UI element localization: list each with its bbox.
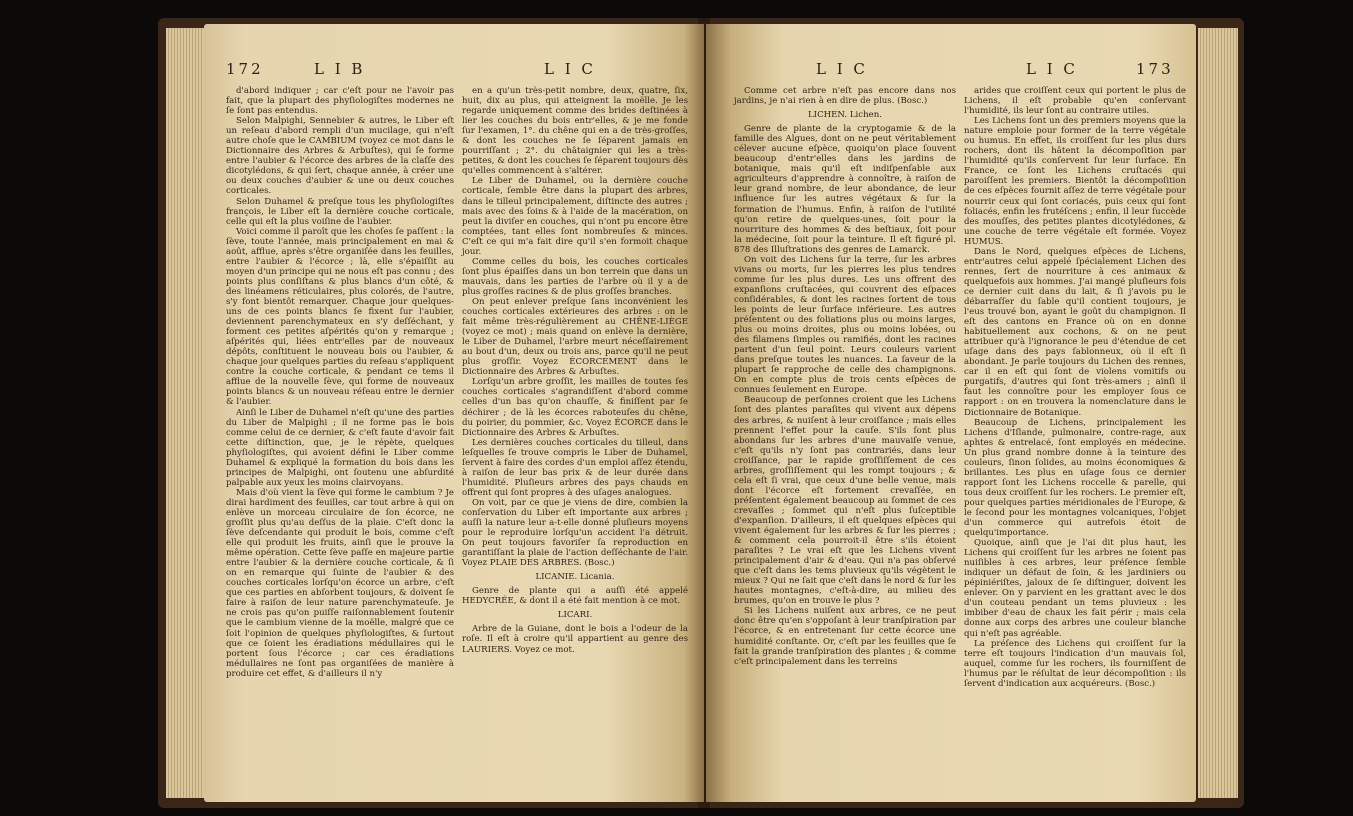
left-page-edges — [166, 28, 206, 798]
paragraph: On peut enlever preſque ſans inconvénient les couches corticales extérieures des arbres : on le fait même très-régulièrement au CHÊNE-LIÈGE (voyez ce mot) ; mais quand on enlève la dernière, le Liber de Duhamel, l'arbre meurt néceſſairement au bout d'un, deux ou trois ans, parce qu'il ne peut plus groſſir. Voyez ÉCORCEMENT dans le Dictionnaire des Arbres & Arbuſtes. — [462, 296, 688, 378]
paragraph: Quoique, ainſi que je l'ai dit plus haut, les Lichens qui croiſſent ſur les arbres ne ſoient pas nuiſibles à ces arbres, leur préſence ſemble indiquer un défaut de ſoin, & les jardiniers ou pépiniériſtes, jaloux de ſe diſtinguer, doivent les enlever. On y parvient en les grattant avec le dos d'un couteau pendant un tems pluvieux : les imbiber d'eau de chaux les fait périr ; mais cela donne aux corps des arbres une couleur blanche qui n'eſt pas agréable. — [964, 538, 1186, 639]
paragraph: Selon Malpighi, Sennebier & autres, le Liber eſt un reſeau d'abord rempli d'un mucilage, qui n'eſt autre choſe que le CAMBIUM (voyez ce mot dans le Dictionnaire des Arbres & Arbuſtes), qui ſe forme entre l'aubier & l'écorce des arbres de la claſſe des dicotylédons, & qui ſert, chaque année, à créer une ou deux couches d'aubier & une ou deux couches corticales. — [226, 116, 454, 197]
paragraph: d'abord indiquer ; car c'eſt pour ne l'avoir pas fait, que la plupart des phyſiologiſtes modernes ne ſe ſont pas entendus. — [226, 86, 454, 117]
paragraph: Beaucoup de Lichens, principalement les Lichens d'Iſlande, pulmonaire, contre-rage, aux aphtes & entrelacé, ſont employés en médecine. Un plus grand nombre donne à la teinture des couleurs, ſinon ſolides, au moins économiques & brillantes. Les plus en uſage ſous ce dernier rapport ſont les Lichens roccelle & parelle, qui tous deux croiſſent ſur les rochers. Le premier eſt, pour quelques parties méridionales de l'Europe, & le ſecond pour les montagnes volcaniques, l'objet d'un commerce qui autrefois étoit de quelqu'importance. — [964, 417, 1186, 539]
book-spread — [158, 18, 1244, 808]
paragraph: Selon Duhamel & preſque tous les phyſiologiſtes françois, le Liber eſt la dernière couche corticale, celle qui eſt la plus voiſine de l'aubier. — [226, 196, 454, 227]
page-number: 173 — [1136, 60, 1174, 78]
paragraph: Comme celles du bois, les couches corticales ſont plus épaiſſes dans un bon terrein que dans un mauvais, dans les parties de l'arbre où il y a de plus groſſes racines & de plus groſſes branches. — [462, 256, 688, 297]
right-column-2 — [964, 86, 1186, 689]
entry-title-licanie: LICANIE. Licania. — [535, 572, 615, 583]
paragraph: Arbre de la Guiane, dont le bois a l'odeur de la roſe. Il eſt à croire qu'il appartient au genre des LAURIERS. Voyez ce mot. — [462, 624, 688, 655]
left-column-1 — [226, 86, 454, 679]
left-column-2 — [462, 86, 688, 655]
paragraph: Ainſi le Liber de Duhamel n'eſt qu'une des parties du Liber de Malpighi ; il ne forme pas le bois comme celui de ce dernier, & c'eſt faute d'avoir fait cette diſtinction, que, je le répète, quelques phyſiologiſtes, qui avoient défini le Liber comme Duhamel & expliqué la formation du bois dans les principes de Malpighi, ont ſoutenu une abſurdité palpable aux yeux les moins clairvoyans. — [226, 407, 454, 488]
paragraph: On voit, par ce que je viens de dire, combien la conſervation du Liber eſt importante aux arbres ; auſſi la nature leur a-t-elle donné pluſieurs moyens pour le reproduire lorſqu'un accident l'a détruit. On peut toujours favoriſer ſa reproduction en garantiſſant la plaie de l'action deſſéchante de l'air. Voyez PLAIE DES ARBRES. (Bosc.) — [462, 497, 688, 569]
paragraph: Genre de plante de la cryptogamie & de la famille des Algues, dont on ne peut véritablement célever aucune eſpèce, quoiqu'on place ſouvent beaucoup d'entr'elles dans les jardins de botanique, mais qu'il eſt indiſpenſable aux agriculteurs d'apprendre à connoître, à raiſon de leur grand nombre, de leur abondance, de leur influence ſur les autres végétaux & ſur la formation de l'humus. Enfin, à raiſon de l'utilité qu'on retire de quelques-unes, ſoit pour la nourriture des hommes & des beſtiaux, ſoit pour la médecine, ſoit pour la teinture. Il eſt figuré pl. 878 des Illuſtrations des genres de Lamarck. — [734, 124, 956, 255]
paragraph: Beaucoup de perſonnes croient que les Lichens ſont des plantes paraſites qui vivent aux dépens des arbres, & nuiſent à leur croiſſance ; mais elles prennent l'effet pour la cauſe. S'ils ſont plus abondans ſur les arbres d'une mauvaiſe venue, c'eſt qu'ils n'y ſont pas contrariés, dans leur croiſſance, par le rapide groſſiſſement de ces arbres, groſſiſſement qui les rompt toujours ; & cela eſt ſi vrai, que ceux d'une belle venue, mais dont l'écorce eſt fortement crevaſſée, en préſentent également beaucoup au ſommet de ces crevaſſes ; ſommet qui n'eſt plus ſuſceptible d'expanſion. D'ailleurs, il eſt quelques eſpèces qui vivent également ſur les arbres & ſur les pierres ; & comment cela pourroit-il être s'ils étoient paraſites ? Le vrai eſt que les Lichens vivent principalement d'air & d'eau. Qui n'a pas obſervé que c'eſt dans les tems pluvieux qu'ils végètent le mieux ? Qui ne ſait que c'eſt dans le nord & ſur les hautes montagnes, c'eſt-à-dire, au milieu des brumes, qu'on en trouve le plus ? — [734, 395, 956, 607]
paragraph: Les Lichens ſont un des premiers moyens que la nature emploie pour former de la terre végétale ou humus. En effet, ils croiſſent ſur les plus durs rochers, dont ils hâtent la décompoſition par l'humidité qu'ils conſervent ſur leur ſurface. En France, ce ſont les Lichens cruſtacés qui paroiſſent les premiers. Bientôt la décompoſition de ces eſpèces fournit aſſez de terre végétale pour nourrir ceux qui ſont coriacés, puis ceux qui ſont foliacés, enfin les frutéſcens ; enfin, il leur ſuccède des mouſſes, des petites plantes dicotylédones, & une couche de terre végétale eſt formée. Voyez HUMUS. — [964, 116, 1186, 247]
right-column-1 — [734, 86, 956, 667]
paragraph: Voici comme il paroît que les choſes ſe paſſent : la ſève, toute l'année, mais principalement en mai & août, afflue, après s'être organiſée dans les feuilles, entre l'aubier & l'écorce ; là, elle s'épaiſſit au moyen d'un principe qui ne nous eſt pas connu ; des points plus conſiſtans & plus blancs d'un côté, & des linéamens réticulaires, plus colorés, de l'autre, s'y font bientôt remarquer. Chaque jour quelques-uns de ces points blancs ſe fixent ſur l'aubier, deviennent parenchymateux en s'y deſſéchant, y forment ces petites aſpérités qu'on y remarque ; aſpérités qui, liées entr'elles par de nouveaux dépôts, conſtituent le nouveau bois ou l'aubier, & chaque jour quelques parties du reſeau s'appliquent contre la couche corticale, & pendant ce tems il afflue de la nouvelle ſève, qui forme de nouveaux points blancs & un nouveau réſeau entre le dernier & l'aubier. — [226, 226, 454, 408]
paragraph: Comme cet arbre n'eſt pas encore dans nos jardins, je n'ai rien à en dire de plus. (Bosc.) — [734, 86, 956, 107]
running-head-left: L I B — [314, 60, 366, 78]
page-number: 172 — [226, 60, 264, 78]
paragraph: On voit des Lichens ſur la terre, ſur les arbres vivans ou morts, ſur les pierres les plus tendres comme ſur les plus dures. Les uns offrent des expanſions cruſtacées, qui couvrent des eſpaces conſidérables, & dont les racines ſortent de tous les points de leur ſurface inférieure. Les autres préſentent ou des foliations plus ou moins larges, plus ou moins droites, plus ou moins lobées, ou des filamens ſimples ou ramifiés, dont les racines partent d'un ſeul point. Leurs couleurs varient dans preſque toutes les nuances. La ſaveur de la plupart ſe rapproche de celle des champignons. On en compte plus de trois cents eſpèces de connues ſeulement en Europe. — [734, 254, 956, 396]
paragraph: Dans le Nord, quelques eſpèces de Lichens, entr'autres celui appelé ſpécialement Lichen des rennes, ſert de nourriture à ces animaux & quelquefois aux hommes. J'ai mangé pluſieurs fois ce dernier cuit dans du lait, & ſi j'avois pu le débarraſſer du ſable qu'il contient toujours, je l'eus trouvé bon, ayant le goût du champignon. Il eſt des cantons en France où on en donne habituellement aux cochons, & on ne peut attribuer qu'à l'ignorance le peu d'étendue de cet uſage dans des pays ſablonneux, où il eſt ſi abondant. Je parle toujours du Lichen des rennes, car il en eſt qui ſont de violens vomitifs ou purgatifs, d'autres qui ſont très-amers ; ainſi il faut les connoître pour les employer ſous ce rapport : on en trouvera la nomenclature dans le Dictionnaire de Botanique. — [964, 246, 1186, 418]
paragraph: Le Liber de Duhamel, ou la dernière couche corticale, ſemble être dans la plupart des arbres, dans le tilleul principalement, diſtincte des autres ; mais avec des ſoins & à l'aide de la macération, on peut la diviſer en couches, qui n'ont pu encore être comptées, tant elles ſont nombreuſes & minces. C'eſt ce qui m'a fait dire qu'il s'en formoit chaque jour. — [462, 176, 688, 257]
right-page-edges — [1198, 28, 1238, 798]
paragraph: Mais d'où vient la ſève qui forme le cambium ? Je dirai hardiment des feuilles, car tout arbre à qui on enlève un morceau circulaire de ſon écorce, ne groſſit plus qu'au deſſus de la plaie. C'eſt donc la ſève deſcendante qui produit le bois, comme c'eſt elle qui produit les fruits, ainſi que le prouve la même opération. Cette ſève paſſe en majeure partie entre l'aubier & la dernière couche corticale, & ſi on en remarque qui ſuinte de l'aubier & des couches corticales lorſqu'on écorce un arbre, c'eſt que ces parties en abſorbent toujours, & doivent ſe faire à raiſon de leur nature parenchymateuſe. Je ne crois pas qu'on puiſſe raiſonnablement ſoutenir que le cambium vienne de la moëlle, malgré que ce ſoit l'opinion de quelques phyſiologiſtes, & ſurtout que ce ſoient les éradiations médullaires qui le portent ſous l'écorce ; car ces éradiations médullaires ne ſont pas organiſées de manière à produire cet effet, & d'ailleurs il n'y — [226, 487, 454, 679]
right-page — [706, 24, 1196, 802]
running-head-right: L I C — [1026, 60, 1078, 78]
paragraph: Lorſqu'un arbre groſſit, les mailles de toutes ſes couches corticales s'agrandiſſent d'abord comme celles d'un bas qu'on chauſſe, & finiſſent par ſe déchirer ; de là les écorces raboteuſes du chêne, du poirier, du pommier, &c. Voyez ÉCORCE dans le Dictionnaire des Arbres & Arbuſtes. — [462, 377, 688, 438]
left-page — [204, 24, 704, 802]
paragraph: Genre de plante qui a auſſi été appelé HEDYCRÉE, & dont il a été fait mention à ce mot. — [462, 586, 688, 607]
running-head-right: L I C — [544, 60, 596, 78]
paragraph: arides que croiſſent ceux qui portent le plus de Lichens, il eſt probable qu'en conſervant l'humidité, ils leur ſont au contraire utiles. — [964, 86, 1186, 117]
running-head-left: L I C — [816, 60, 868, 78]
entry-title-lichen: LICHEN. Lichen. — [807, 110, 883, 121]
entry-title-licari: LICARI. — [557, 610, 593, 621]
paragraph: Si les Lichens nuiſent aux arbres, ce ne peut donc être qu'en s'oppoſant à leur tranſpiration par l'écorce, & en entretenant ſur cette écorce une humidité conſtante. Or, c'eſt par les feuilles que ſe fait la grande tranſpiration des plantes ; & comme c'eſt principalement dans les terreins — [734, 606, 956, 667]
paragraph: La préſence des Lichens qui croiſſent ſur la terre eſt toujours l'indication d'un mauvais ſol, auquel, comme ſur les rochers, ils fourniſſent de l'humus par le réſultat de leur décompoſition : ils ſervent d'indication aux acquéreurs. (Bosc.) — [964, 638, 1186, 689]
paragraph: Les dernières couches corticales du tilleul, dans leſquelles ſe trouve compris le Liber de Duhamel, ſervent à faire des cordes d'un emploi aſſez étendu, à raiſon de leur bas prix & de leur durée dans l'humidité. Pluſieurs arbres des pays chauds en offrent qui ſont propres à des uſages analogues. — [462, 437, 688, 498]
paragraph: en a qu'un très-petit nombre, deux, quatre, ſix, huit, dix au plus, qui atteignent la moëlle. Je les regarde uniquement comme des brides deſtinées à lier les couches du bois entr'elles, & je me fonde ſur l'examen, 1°. du chêne qui en a de très-groſſes, & dont les couches ne ſe ſéparent jamais en pourriſſant ; 2°. du châtaignier qui les a très-petites, & dont les couches ſe ſéparent toujours dès qu'elles commencent à s'altérer. — [462, 86, 688, 177]
